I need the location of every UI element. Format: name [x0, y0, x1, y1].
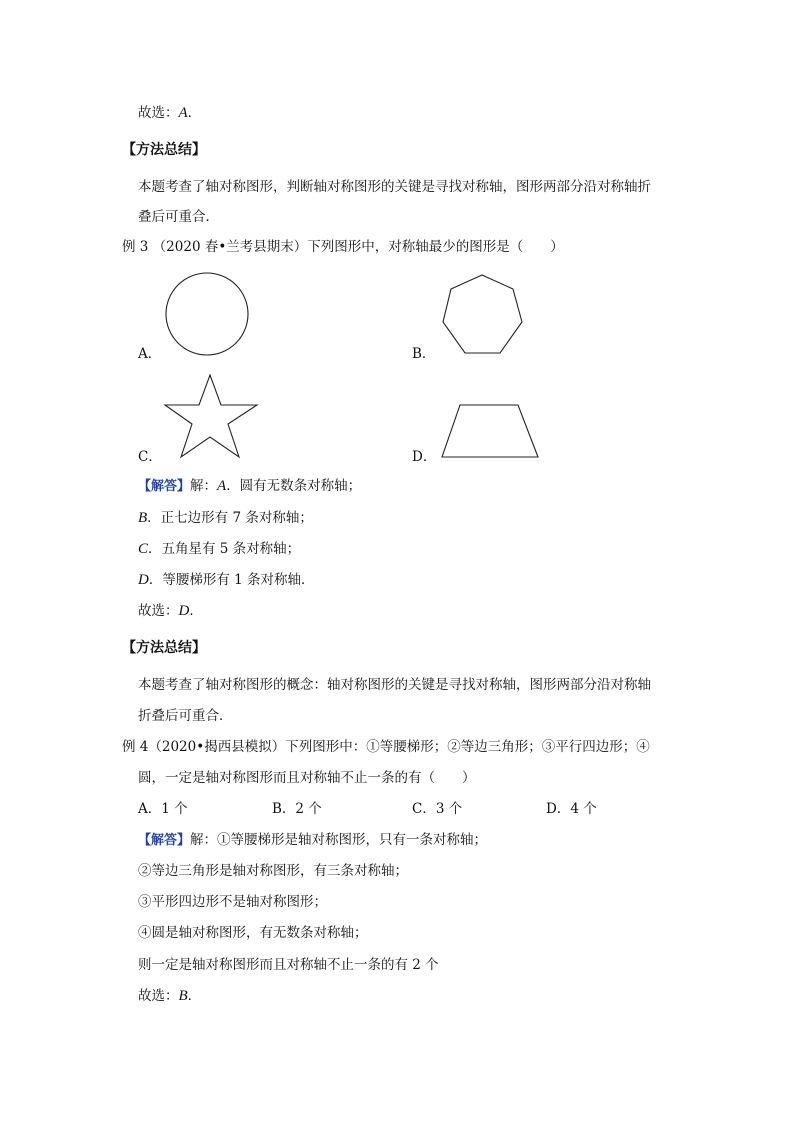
solution-line: ③平形四边形不是轴对称图形； [138, 894, 327, 910]
solution-line: B．正七边形有 7 条对称轴； [138, 510, 313, 526]
method-summary-title: 【方法总结】 [122, 640, 206, 656]
solution-line: D．等腰梯形有 1 条对称轴． [138, 572, 315, 588]
trapezoid-figure [440, 402, 540, 462]
choice-a: A．1 个 [138, 801, 188, 817]
example4-question: 例 4（2020•揭西县模拟）下列图形中：①等腰梯形；②等边三角形；③平行四边形；④ [122, 739, 650, 755]
choice-c: C．3 个 [412, 801, 463, 817]
solution-tag: 【解答】 [138, 833, 191, 848]
answer-line: 故选：D． [138, 603, 203, 619]
heptagon-figure [438, 270, 538, 360]
choice-d: D．4 个 [546, 801, 597, 817]
summary-text-line: 折叠后可重合． [138, 708, 233, 724]
summary-text-line: 叠后可重合． [138, 209, 219, 225]
answer-line: 故选：B． [138, 988, 202, 1004]
solution-line: ④圆是轴对称图形，有无数条对称轴； [138, 925, 368, 941]
solution-tag: 【解答】 [138, 479, 191, 494]
option-a-label: A． [138, 346, 162, 362]
star-figure [164, 372, 260, 462]
circle-figure [160, 268, 260, 363]
solution-line: 则一定是轴对称图形而且对称轴不止一条的有 2 个 [138, 957, 439, 973]
option-d-label: D． [412, 449, 437, 465]
solution-line: ②等边三角形是轴对称图形，有三条对称轴； [138, 863, 408, 879]
solution-line: C．五角星有 5 条对称轴； [138, 541, 301, 557]
answer-line: 故选：A． [138, 105, 202, 121]
solution-line: 【解答】解：A．圆有无数条对称轴； [138, 478, 362, 494]
solution-line: 【解答】解：①等腰梯形是轴对称图形，只有一条对称轴； [138, 832, 488, 848]
example3-question: 例 3 （2020 春•兰考县期末）下列图形中，对称轴最少的图形是（ ） [122, 239, 564, 255]
choice-b: B．2 个 [272, 801, 322, 817]
option-c-label: C． [138, 449, 162, 465]
method-summary-title: 【方法总结】 [122, 142, 206, 158]
summary-text-line: 本题考查了轴对称图形，判断轴对称图形的关键是寻找对称轴，图形两部分沿对称轴折 [138, 179, 651, 195]
example4-question: 圆，一定是轴对称图形而且对称轴不止一条的有（ ） [138, 770, 476, 786]
summary-text-line: 本题考查了轴对称图形的概念：轴对称图形的关键是寻找对称轴，图形两部分沿对称轴 [138, 677, 651, 693]
option-b-label: B． [412, 346, 436, 362]
